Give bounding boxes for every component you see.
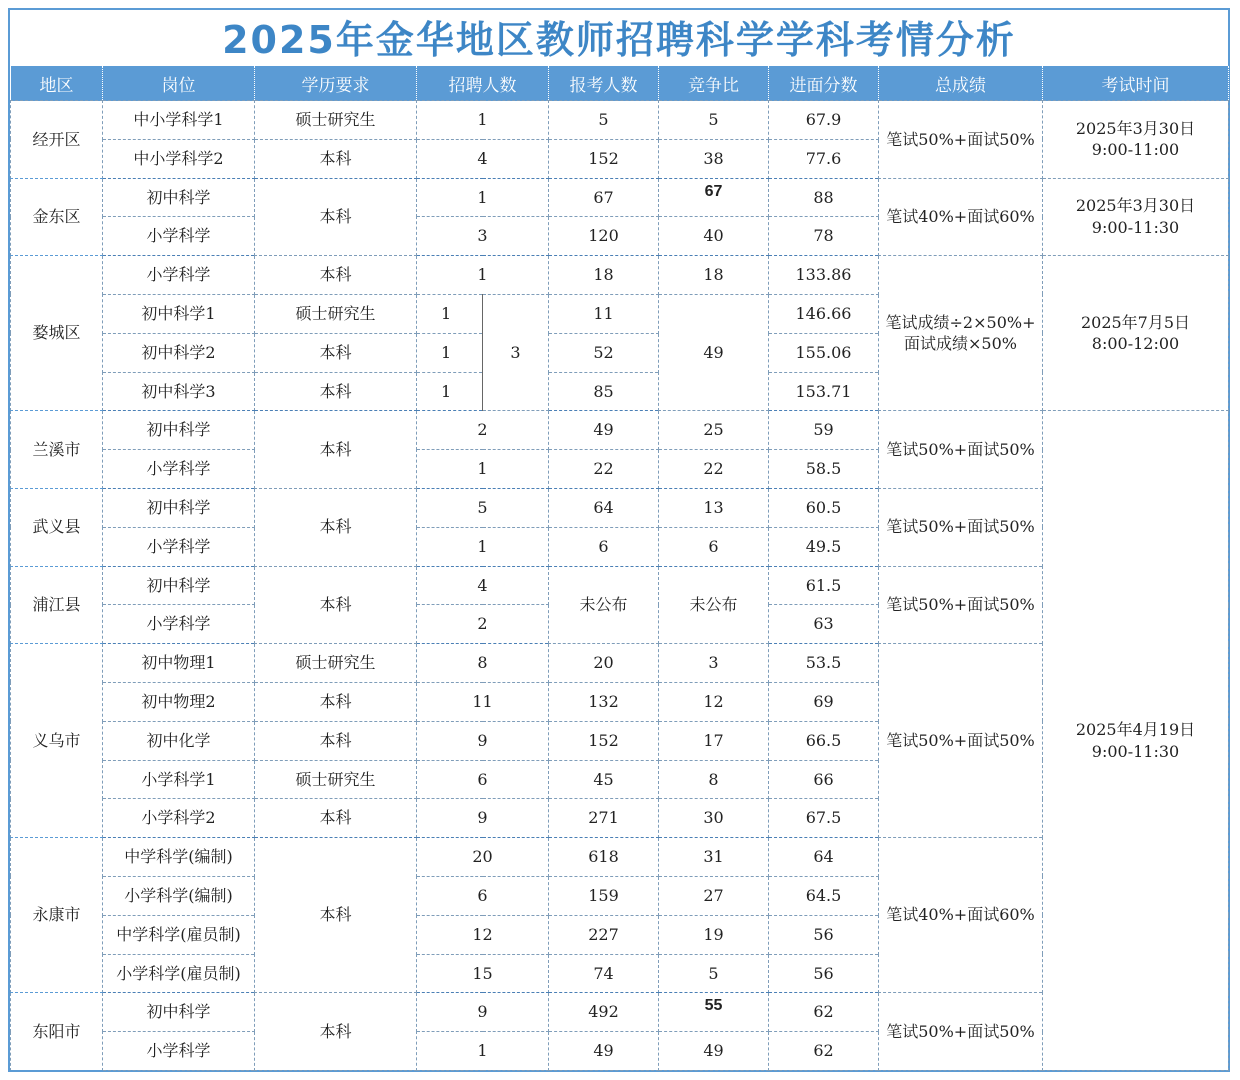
exam-time-cell: 2025年7月5日 8:00-12:00 <box>1043 256 1229 411</box>
score-cell: 153.71 <box>769 372 879 411</box>
score-cell: 56 <box>769 915 879 954</box>
applicant-cell: 85 <box>549 372 659 411</box>
applicant-cell: 120 <box>549 217 659 256</box>
applicant-cell: 20 <box>549 644 659 683</box>
score-cell: 77.6 <box>769 139 879 178</box>
total-score-cell: 笔试成绩÷2×50%+ 面试成绩×50% <box>879 256 1043 411</box>
applicant-cell: 未公布 <box>549 566 659 644</box>
hire-cell: 1 <box>417 101 549 140</box>
score-cell: 67.9 <box>769 101 879 140</box>
post-cell: 初中物理2 <box>103 682 255 721</box>
table-row <box>11 101 1229 140</box>
post-cell: 小学科学 <box>103 256 255 295</box>
ratio-cell: 6 <box>659 527 769 566</box>
table-row <box>11 411 1229 450</box>
region-cell: 兰溪市 <box>11 411 103 489</box>
ratio-cell: 5 <box>659 954 769 993</box>
total-score-cell: 笔试50%+面试50% <box>879 993 1043 1071</box>
applicant-cell: 18 <box>549 256 659 295</box>
post-cell: 中小学科学1 <box>103 101 255 140</box>
region-cell: 武义县 <box>11 488 103 566</box>
post-cell: 小学科学1 <box>103 760 255 799</box>
total-score-cell: 笔试50%+面试50% <box>879 488 1043 566</box>
score-cell: 62 <box>769 993 879 1032</box>
score-cell: 146.66 <box>769 294 879 333</box>
sheet-title: 2025年金华地区教师招聘科学学科考情分析 <box>222 18 1016 62</box>
education-cell: 硕士研究生 <box>255 760 417 799</box>
ratio-cell: 31 <box>659 838 769 877</box>
education-cell: 本科 <box>255 411 417 489</box>
education-cell: 本科 <box>255 682 417 721</box>
hire-cell: 2 <box>417 411 549 450</box>
total-score-cell: 笔试40%+面试60% <box>879 838 1043 993</box>
hire-cell: 6 <box>417 760 549 799</box>
applicant-cell: 52 <box>549 333 659 372</box>
header-row <box>11 66 1229 101</box>
score-cell: 58.5 <box>769 450 879 489</box>
hire-cell: 1 <box>417 527 549 566</box>
applicant-cell: 271 <box>549 799 659 838</box>
ratio-cell: 25 <box>659 411 769 450</box>
education-cell: 本科 <box>255 488 417 566</box>
applicant-cell: 6 <box>549 527 659 566</box>
hire-cell: 2 <box>417 605 549 644</box>
post-cell: 中学科学(雇员制) <box>103 915 255 954</box>
ratio-overlay: 55 <box>704 997 723 1015</box>
header-education: 学历要求 <box>255 66 417 101</box>
education-cell: 本科 <box>255 372 417 411</box>
hire-cell: 20 <box>417 838 549 877</box>
post-cell: 初中科学 <box>103 488 255 527</box>
post-cell: 初中科学 <box>103 566 255 605</box>
score-cell: 69 <box>769 682 879 721</box>
header-total-score: 总成绩 <box>879 66 1043 101</box>
region-cell: 永康市 <box>11 838 103 993</box>
header-competition-ratio: 竞争比 <box>659 66 769 101</box>
applicant-cell: 227 <box>549 915 659 954</box>
post-cell: 初中科学 <box>103 993 255 1032</box>
post-cell: 初中科学3 <box>103 372 255 411</box>
hire-cell: 12 <box>417 915 549 954</box>
education-cell: 本科 <box>255 799 417 838</box>
hire-cell: 6 <box>417 876 549 915</box>
education-cell: 硕士研究生 <box>255 294 417 333</box>
applicant-cell: 492 <box>549 993 659 1032</box>
header-applicant-count: 报考人数 <box>549 66 659 101</box>
score-cell: 64.5 <box>769 876 879 915</box>
header-exam-time: 考试时间 <box>1043 66 1229 101</box>
post-cell: 中小学科学2 <box>103 139 255 178</box>
score-cell: 62 <box>769 1032 879 1071</box>
exam-table <box>10 66 1229 1071</box>
post-cell: 小学科学2 <box>103 799 255 838</box>
ratio-cell: 22 <box>659 450 769 489</box>
total-score-cell: 笔试50%+面试50% <box>879 566 1043 644</box>
post-cell: 小学科学(雇员制) <box>103 954 255 993</box>
total-score-cell: 笔试50%+面试50% <box>879 101 1043 179</box>
exam-time-cell: 2025年4月19日 9:00-11:30 <box>1043 411 1229 1071</box>
ratio-cell: 19 <box>659 915 769 954</box>
total-score-cell: 笔试50%+面试50% <box>879 644 1043 838</box>
post-cell: 小学科学 <box>103 605 255 644</box>
hire-cell: 1 <box>417 294 483 333</box>
ratio-cell: 18 <box>659 256 769 295</box>
ratio-cell <box>659 993 769 1032</box>
ratio-cell: 13 <box>659 488 769 527</box>
region-cell: 婺城区 <box>11 256 103 411</box>
applicant-cell: 618 <box>549 838 659 877</box>
score-cell: 66 <box>769 760 879 799</box>
total-score-cell: 笔试50%+面试50% <box>879 411 1043 489</box>
region-cell: 义乌市 <box>11 644 103 838</box>
hire-cell: 8 <box>417 644 549 683</box>
applicant-cell: 132 <box>549 682 659 721</box>
hire-cell: 1 <box>417 256 549 295</box>
applicant-cell: 159 <box>549 876 659 915</box>
post-cell: 中学科学(编制) <box>103 838 255 877</box>
score-cell: 67.5 <box>769 799 879 838</box>
hire-cell: 15 <box>417 954 549 993</box>
score-cell: 88 <box>769 178 879 217</box>
ratio-cell: 5 <box>659 101 769 140</box>
ratio-cell: 40 <box>659 217 769 256</box>
score-cell: 61.5 <box>769 566 879 605</box>
header-hire-count: 招聘人数 <box>417 66 549 101</box>
ratio-cell: 8 <box>659 760 769 799</box>
ratio-cell: 38 <box>659 139 769 178</box>
education-cell: 本科 <box>255 178 417 256</box>
ratio-cell: 49 <box>659 294 769 410</box>
post-cell: 小学科学 <box>103 217 255 256</box>
score-cell: 155.06 <box>769 333 879 372</box>
region-cell: 东阳市 <box>11 993 103 1071</box>
region-cell: 金东区 <box>11 178 103 256</box>
analysis-sheet <box>8 8 1230 1072</box>
post-cell: 小学科学 <box>103 527 255 566</box>
ratio-cell: 3 <box>659 644 769 683</box>
hire-cell: 4 <box>417 566 549 605</box>
score-cell: 60.5 <box>769 488 879 527</box>
applicant-cell: 152 <box>549 721 659 760</box>
applicant-cell: 49 <box>549 1032 659 1071</box>
ratio-overlay: 67 <box>704 182 723 200</box>
exam-time-cell: 2025年3月30日 9:00-11:00 <box>1043 101 1229 179</box>
score-cell: 53.5 <box>769 644 879 683</box>
header-interview-score: 进面分数 <box>769 66 879 101</box>
applicant-cell: 11 <box>549 294 659 333</box>
education-cell: 硕士研究生 <box>255 644 417 683</box>
ratio-cell: 未公布 <box>659 566 769 644</box>
applicant-cell: 152 <box>549 139 659 178</box>
region-cell: 经开区 <box>11 101 103 179</box>
post-cell: 小学科学(编制) <box>103 876 255 915</box>
post-cell: 初中物理1 <box>103 644 255 683</box>
applicant-cell: 74 <box>549 954 659 993</box>
exam-time-cell: 2025年3月30日 9:00-11:30 <box>1043 178 1229 256</box>
applicant-cell: 45 <box>549 760 659 799</box>
post-cell: 小学科学 <box>103 450 255 489</box>
table-row <box>11 256 1229 295</box>
score-cell: 66.5 <box>769 721 879 760</box>
education-cell: 本科 <box>255 139 417 178</box>
post-cell: 初中化学 <box>103 721 255 760</box>
ratio-cell: 27 <box>659 876 769 915</box>
hire-cell: 1 <box>417 450 549 489</box>
education-cell: 本科 <box>255 566 417 644</box>
post-cell: 初中科学2 <box>103 333 255 372</box>
ratio-cell: 12 <box>659 682 769 721</box>
score-cell: 78 <box>769 217 879 256</box>
header-post: 岗位 <box>103 66 255 101</box>
applicant-cell: 22 <box>549 450 659 489</box>
hire-cell: 1 <box>417 1032 549 1071</box>
post-cell: 初中科学1 <box>103 294 255 333</box>
applicant-cell: 67 <box>549 178 659 217</box>
hire-cell: 1 <box>417 178 549 217</box>
table-row <box>11 178 1229 217</box>
hire-cell: 9 <box>417 799 549 838</box>
education-cell: 本科 <box>255 256 417 295</box>
education-cell: 本科 <box>255 993 417 1071</box>
ratio-cell: 49 <box>659 1032 769 1071</box>
score-cell: 63 <box>769 605 879 644</box>
ratio-cell <box>659 178 769 217</box>
header-region: 地区 <box>11 66 103 101</box>
education-cell: 本科 <box>255 333 417 372</box>
hire-cell: 4 <box>417 139 549 178</box>
applicant-cell: 5 <box>549 101 659 140</box>
total-score-cell: 笔试40%+面试60% <box>879 178 1043 256</box>
hire-cell: 9 <box>417 721 549 760</box>
applicant-cell: 64 <box>549 488 659 527</box>
education-cell: 本科 <box>255 721 417 760</box>
score-cell: 49.5 <box>769 527 879 566</box>
post-cell: 初中科学 <box>103 178 255 217</box>
region-cell: 浦江县 <box>11 566 103 644</box>
hire-cell: 1 <box>417 333 483 372</box>
ratio-cell: 17 <box>659 721 769 760</box>
hire-cell: 3 <box>417 217 549 256</box>
score-cell: 64 <box>769 838 879 877</box>
score-cell: 133.86 <box>769 256 879 295</box>
hire-cell: 1 <box>417 372 483 411</box>
hire-cell: 11 <box>417 682 549 721</box>
education-cell: 硕士研究生 <box>255 101 417 140</box>
hire-cell: 5 <box>417 488 549 527</box>
hire-cell: 9 <box>417 993 549 1032</box>
score-cell: 56 <box>769 954 879 993</box>
education-cell: 本科 <box>255 838 417 993</box>
score-cell: 59 <box>769 411 879 450</box>
post-cell: 初中科学 <box>103 411 255 450</box>
ratio-cell: 30 <box>659 799 769 838</box>
applicant-cell: 49 <box>549 411 659 450</box>
post-cell: 小学科学 <box>103 1032 255 1071</box>
hire-total-cell: 3 <box>483 294 549 410</box>
